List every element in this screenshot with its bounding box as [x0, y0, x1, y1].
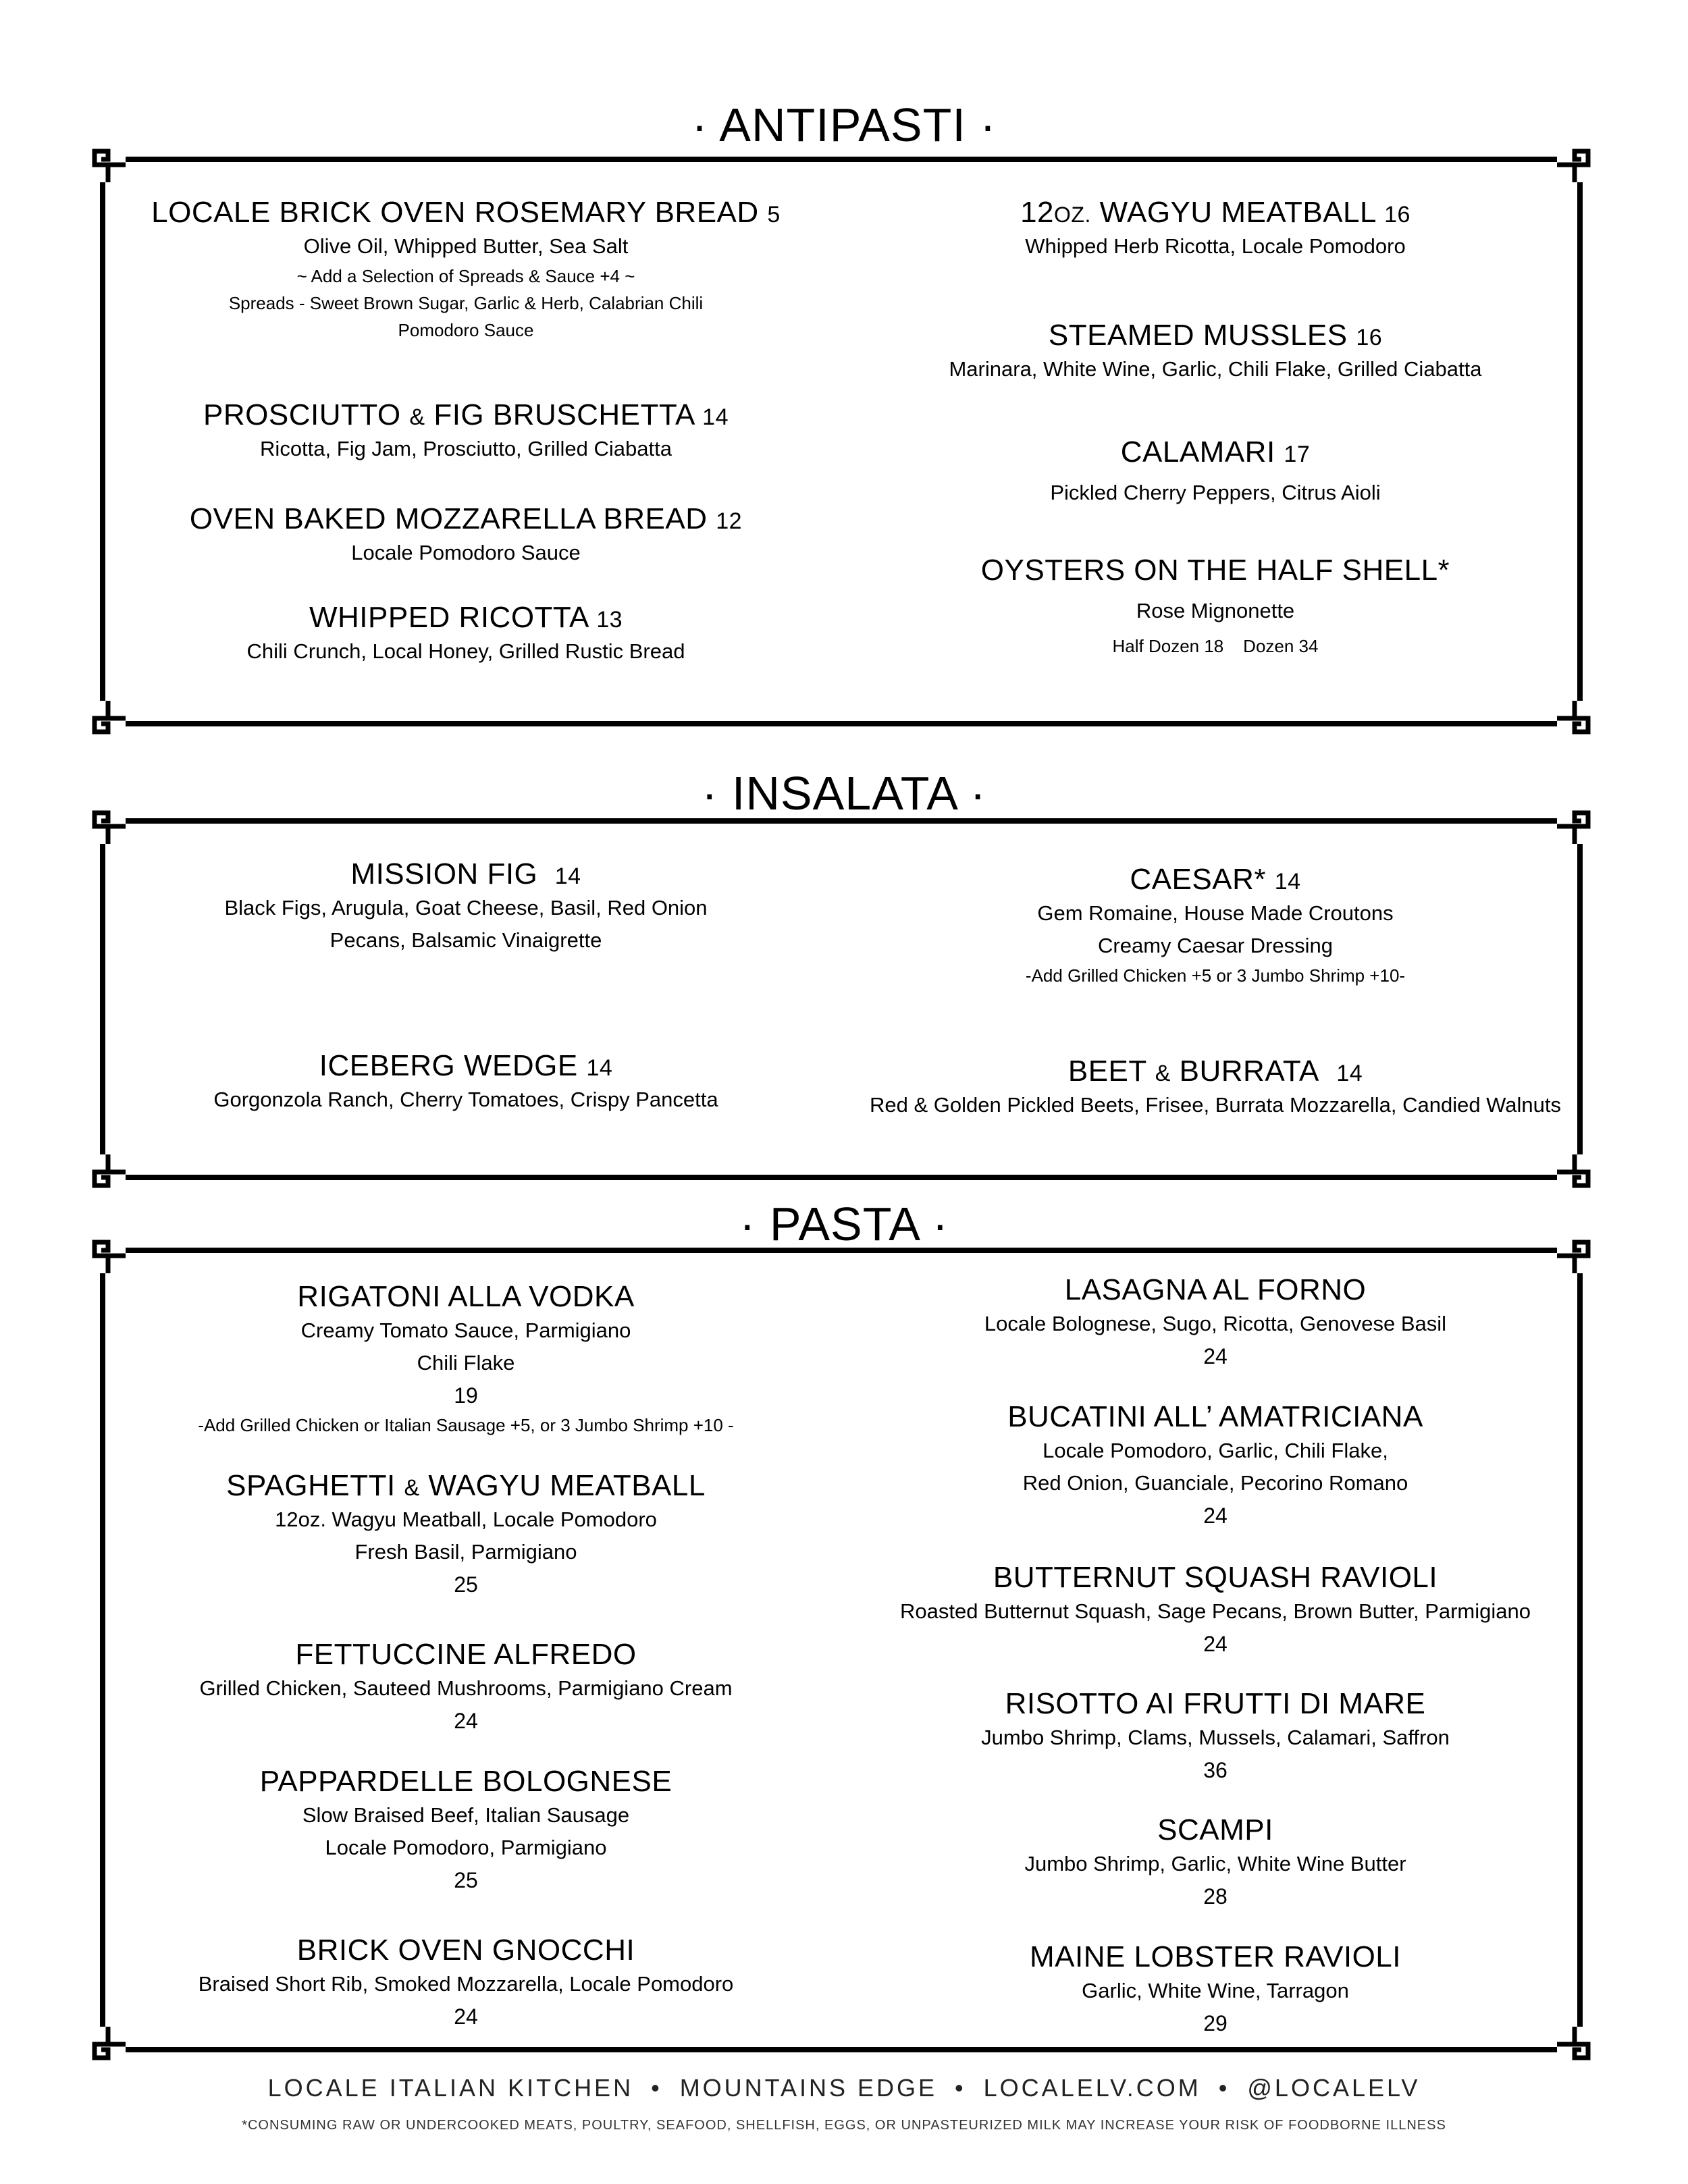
- item-addon: Pomodoro Sauce: [398, 320, 534, 341]
- item-price: 16: [1384, 202, 1410, 228]
- menu-item: [122, 398, 810, 465]
- menu-item: [122, 857, 810, 957]
- item-name: RIGATONI ALLA VODKA: [297, 1280, 635, 1313]
- item-name: FIG BRUSCHETTA: [433, 398, 694, 431]
- item-name: 12: [1020, 196, 1055, 229]
- footer-location: MOUNTAINS EDGE: [679, 2074, 938, 2102]
- item-description: Locale Pomodoro, Parmigiano: [325, 1835, 607, 1859]
- item-description: Slow Braised Beef, Italian Sausage: [302, 1803, 630, 1827]
- item-addon: ~ Add a Selection of Spreads & Sauce +4 ~: [296, 265, 635, 286]
- item-description: Roasted Butternut Squash, Sage Pecans, Brown Butter, Parmigiano: [900, 1599, 1531, 1623]
- menu-item: [864, 1055, 1566, 1121]
- corner-ornament-bl: [85, 2027, 126, 2067]
- item-price: 25: [454, 1867, 478, 1892]
- corner-ornament-tl: [85, 803, 126, 844]
- item-price: 24: [1203, 1631, 1228, 1656]
- item-description: Locale Pomodoro, Garlic, Chili Flake,: [1043, 1438, 1388, 1462]
- item-description: Creamy Caesar Dressing: [1098, 933, 1333, 957]
- item-description: Olive Oil, Whipped Butter, Sea Salt: [303, 234, 629, 258]
- corner-ornament-tr: [1557, 803, 1598, 844]
- item-name: LASAGNA AL FORNO: [1064, 1273, 1367, 1306]
- item-price: 13: [596, 607, 623, 633]
- item-description: Pecans, Balsamic Vinaigrette: [329, 928, 602, 952]
- menu-item: [864, 863, 1566, 989]
- item-price: 24: [1203, 1343, 1228, 1368]
- price-half-dozen: Half Dozen 18: [1112, 635, 1224, 656]
- menu-item: [864, 1687, 1566, 1786]
- item-addon: -Add Grilled Chicken or Italian Sausage +5, or 3 Jumbo Shrimp +10 -: [198, 1414, 734, 1435]
- item-price: 14: [554, 863, 581, 889]
- item-description: Creamy Tomato Sauce, Parmigiano: [300, 1318, 631, 1342]
- menu-item: [122, 1280, 810, 1439]
- item-name: PROSCIUTTO: [203, 398, 401, 431]
- menu-item: [864, 554, 1566, 660]
- section-title-pasta: · PASTA ·: [739, 1198, 949, 1250]
- menu-item: [864, 1273, 1566, 1373]
- ampersand: &: [404, 1475, 420, 1501]
- item-name: STEAMED MUSSLES: [1048, 319, 1348, 352]
- item-name: BEET: [1067, 1055, 1146, 1088]
- item-price: 14: [1336, 1061, 1363, 1086]
- item-name: MISSION FIG: [350, 857, 538, 890]
- insalata-right-column: [864, 851, 1566, 1168]
- item-name: OVEN BAKED MOZZARELLA BREAD: [189, 502, 708, 535]
- unit-label: OZ.: [1054, 203, 1091, 227]
- health-disclaimer: *CONSUMING RAW OR UNDERCOOKED MEATS, POULTRY, SEAFOOD, SHELLFISH, EGGS, OR UNPASTEURIZED MILK MAY INCREASE YOUR RISK OF FOODBORNE ILLNESS: [242, 2118, 1446, 2133]
- item-addon: Spreads - Sweet Brown Sugar, Garlic & Herb, Calabrian Chili: [228, 292, 704, 313]
- menu-item: [122, 502, 810, 569]
- item-name: ICEBERG WEDGE: [319, 1049, 578, 1082]
- menu-item: [122, 196, 810, 344]
- item-description: Jumbo Shrimp, Clams, Mussels, Calamari, Saffron: [981, 1725, 1450, 1749]
- menu-item: [864, 1561, 1566, 1660]
- ampersand: &: [409, 404, 425, 430]
- menu-item: [122, 1638, 810, 1737]
- item-description: Whipped Herb Ricotta, Locale Pomodoro: [1025, 234, 1406, 258]
- item-price: 24: [454, 2004, 478, 2029]
- menu-item: [864, 319, 1566, 385]
- item-description: Marinara, White Wine, Garlic, Chili Flake, Grilled Ciabatta: [949, 356, 1482, 381]
- item-name: PAPPARDELLE BOLOGNESE: [259, 1765, 672, 1798]
- item-name: FETTUCCINE ALFREDO: [295, 1638, 637, 1671]
- item-description: Chili Crunch, Local Honey, Grilled Rustic Bread: [246, 639, 685, 663]
- footer-restaurant-name: LOCALE ITALIAN KITCHEN: [267, 2074, 634, 2102]
- item-description: Ricotta, Fig Jam, Prosciutto, Grilled Ciabatta: [260, 436, 672, 460]
- menu-item: [122, 1049, 810, 1116]
- price-dozen: Dozen 34: [1243, 635, 1319, 656]
- item-name: WAGYU MEATBALL: [1099, 196, 1376, 229]
- item-name: CAESAR*: [1130, 863, 1266, 896]
- pasta-left-column: [122, 1280, 810, 2043]
- antipasti-right-column: [864, 189, 1566, 716]
- menu-item: [122, 1765, 810, 1896]
- corner-ornament-tl: [85, 142, 126, 182]
- footer: [0, 2074, 1688, 2102]
- corner-ornament-tl: [85, 1233, 126, 1273]
- item-price: 24: [1203, 1503, 1228, 1528]
- item-name: SCAMPI: [1157, 1813, 1273, 1846]
- menu-item: [864, 1813, 1566, 1913]
- footer-separator: •: [955, 2074, 966, 2102]
- item-name: BUCATINI ALL’ AMATRICIANA: [1007, 1400, 1423, 1433]
- menu-item: [122, 1469, 810, 1601]
- item-addon: -Add Grilled Chicken +5 or 3 Jumbo Shrimp +10-: [1025, 965, 1406, 986]
- item-description: Chili Flake: [417, 1350, 515, 1375]
- item-price: 14: [1274, 869, 1301, 895]
- corner-ornament-bl: [85, 701, 126, 741]
- item-description: Braised Short Rib, Smoked Mozzarella, Locale Pomodoro: [198, 1971, 734, 1996]
- footer-separator: •: [651, 2074, 662, 2102]
- item-description: Jumbo Shrimp, Garlic, White Wine Butter: [1024, 1851, 1406, 1875]
- item-description: Black Figs, Arugula, Goat Cheese, Basil, Red Onion: [224, 895, 708, 920]
- item-name: MAINE LOBSTER RAVIOLI: [1029, 1940, 1402, 1973]
- antipasti-left-column: [122, 189, 810, 716]
- menu-item: [864, 435, 1566, 509]
- item-price: 17: [1284, 442, 1311, 467]
- menu-item: [122, 1934, 810, 2033]
- footer-separator: •: [1218, 2074, 1230, 2102]
- item-description: Garlic, White Wine, Tarragon: [1082, 1978, 1349, 2002]
- item-price: 36: [1203, 1757, 1228, 1782]
- item-description: Locale Bolognese, Sugo, Ricotta, Genovese Basil: [984, 1311, 1447, 1335]
- item-description: Locale Pomodoro Sauce: [351, 540, 581, 564]
- item-name: WHIPPED RICOTTA: [309, 601, 588, 634]
- insalata-left-column: [122, 851, 810, 1168]
- item-name: WAGYU MEATBALL: [428, 1469, 706, 1502]
- item-price: 12: [716, 508, 743, 534]
- corner-ornament-tr: [1557, 1233, 1598, 1273]
- menu-item: [864, 196, 1566, 263]
- item-description: Gorgonzola Ranch, Cherry Tomatoes, Crispy Pancetta: [213, 1087, 718, 1111]
- item-description: Rose Mignonette: [1136, 598, 1295, 622]
- footer-website-link[interactable]: LOCALELV.COM: [983, 2074, 1201, 2102]
- item-description: Pickled Cherry Peppers, Citrus Aioli: [1050, 480, 1381, 504]
- menu-item: [864, 1940, 1566, 2040]
- item-price: 5: [767, 202, 781, 228]
- corner-ornament-bl: [85, 1154, 126, 1195]
- menu-item: [122, 601, 810, 668]
- item-price: 29: [1203, 2010, 1228, 2035]
- item-name: BUTTERNUT SQUASH RAVIOLI: [993, 1561, 1438, 1594]
- item-price: 24: [454, 1708, 478, 1733]
- pasta-right-column: [864, 1273, 1566, 2043]
- item-description: Grilled Chicken, Sauteed Mushrooms, Parmigiano Cream: [199, 1676, 733, 1700]
- section-title-antipasti: · ANTIPASTI ·: [691, 99, 997, 151]
- item-price: 14: [586, 1055, 613, 1081]
- footer-social-handle[interactable]: @LOCALELV: [1247, 2074, 1421, 2102]
- item-description: Red Onion, Guanciale, Pecorino Romano: [1022, 1470, 1408, 1495]
- item-price: 25: [454, 1572, 478, 1597]
- item-name: SPAGHETTI: [226, 1469, 396, 1502]
- item-description: Fresh Basil, Parmigiano: [354, 1539, 577, 1564]
- item-price: 28: [1203, 1884, 1228, 1909]
- item-name: CALAMARI: [1120, 435, 1275, 469]
- item-price: 14: [702, 404, 729, 430]
- item-description: Red & Golden Pickled Beets, Frisee, Burrata Mozzarella, Candied Walnuts: [869, 1092, 1562, 1117]
- item-name: LOCALE BRICK OVEN ROSEMARY BREAD: [151, 196, 759, 229]
- item-description: 12oz. Wagyu Meatball, Locale Pomodoro: [275, 1507, 657, 1531]
- item-name: RISOTTO AI FRUTTI DI MARE: [1005, 1687, 1426, 1720]
- item-price: 19: [454, 1383, 478, 1408]
- item-name: BRICK OVEN GNOCCHI: [296, 1934, 635, 1967]
- ampersand: &: [1155, 1061, 1171, 1086]
- corner-ornament-tr: [1557, 142, 1598, 182]
- menu-item: [864, 1400, 1566, 1532]
- item-price: 16: [1356, 325, 1383, 350]
- item-name: BURRATA: [1179, 1055, 1319, 1088]
- section-title-insalata: · INSALATA ·: [702, 767, 986, 820]
- item-name: OYSTERS ON THE HALF SHELL*: [980, 554, 1450, 587]
- item-description: Gem Romaine, House Made Croutons: [1037, 901, 1394, 925]
